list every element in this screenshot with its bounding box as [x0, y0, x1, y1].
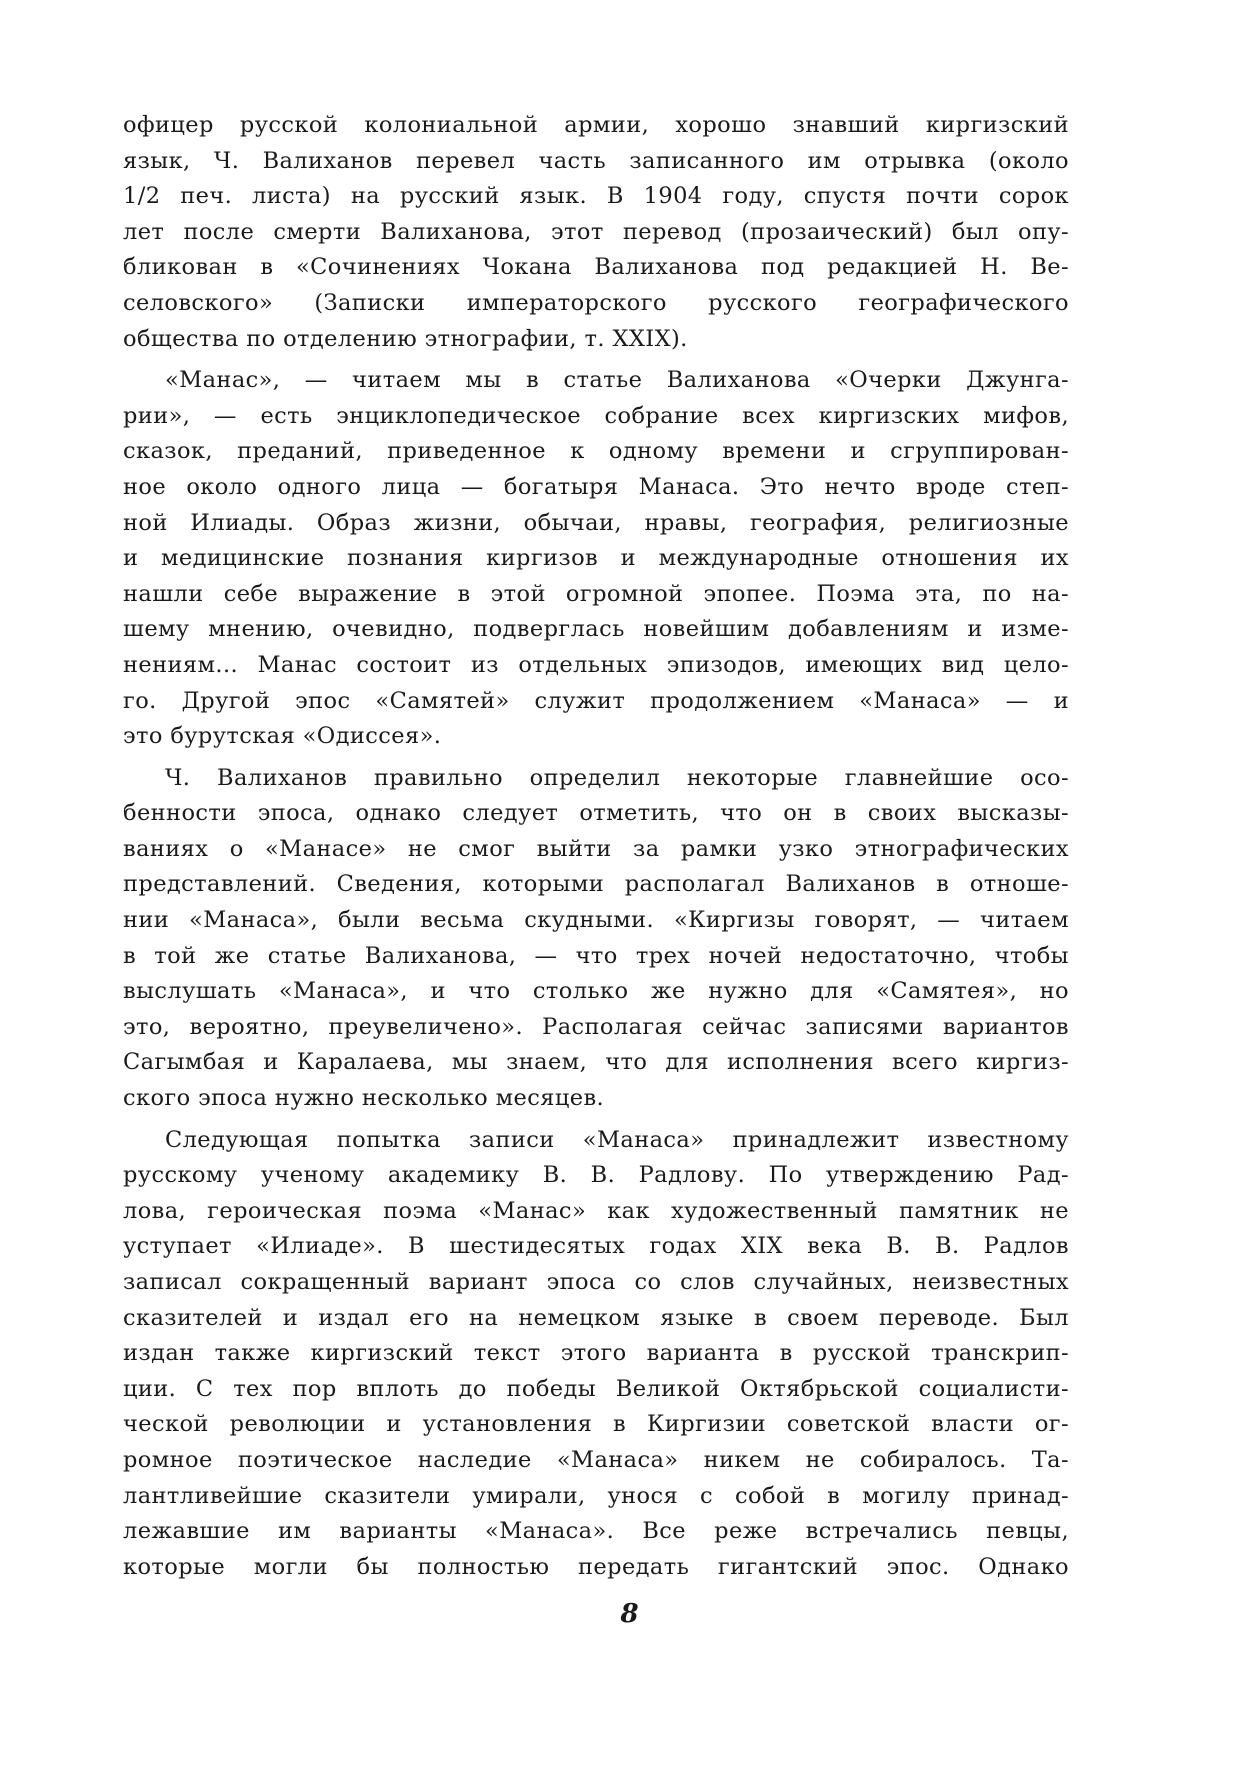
text-line: язык, Ч. Валиханов перевел часть записанного им отрывка (около [123, 147, 1069, 174]
text-line: ского эпоса нужно несколько месяцев. [123, 1085, 605, 1112]
text-line: нениям... Манас состоит из отдельных эпизодов, имеющих вид цело- [123, 651, 1069, 678]
text-line: выслушать «Манаса», и что столько же нужно для «Самятея», но [123, 978, 1069, 1005]
text-line: ции. С тех пор вплоть до победы Великой Октябрьской социалисти- [123, 1375, 1069, 1402]
text-line: сказителей и издал его на немецком языке в своем переводе. Был [123, 1304, 1069, 1331]
text-line: Сагымбая и Каралаева, мы знаем, что для исполнения всего киргиз- [123, 1049, 1069, 1076]
text-line: рии», — есть энциклопедическое собрание всех киргизских мифов, [123, 402, 1069, 429]
text-line: ваниях о «Манасе» не смог выйти за рамки узко этнографических [123, 835, 1069, 862]
text-line: записал сокращенный вариант эпоса со слов случайных, неизвестных [123, 1269, 1069, 1295]
text-line: русскому ученому академику В. В. Радлову. По утверждению Рад- [123, 1162, 1069, 1189]
text-line: нашли себе выражение в этой огромной эпопее. Поэма эта, по на- [123, 580, 1069, 607]
text-line: бенности эпоса, однако следует отметить, что он в своих высказы- [123, 800, 1069, 827]
text-line: это бурутская «Одиссея». [123, 723, 442, 750]
text-line: го. Другой эпос «Самятей» служит продолжением «Манаса» — и [123, 687, 1069, 714]
text-line: лова, героическая поэма «Манас» как художественный памятник не [123, 1197, 1069, 1224]
text-line: нии «Манаса», были весьма скудными. «Киргизы говорят, — читаем [123, 907, 1069, 934]
text-line: которые могли бы полностью передать гигантский эпос. Однако [123, 1553, 1069, 1580]
text-line: общества по отделению этнографии, т. XXIX). [123, 325, 688, 352]
text-line: представлений. Сведения, которыми располагал Валиханов в отноше- [123, 871, 1069, 898]
text-line: лантливейшие сказители умирали, унося с собой в могилу принад- [123, 1482, 1069, 1509]
text-line: селовского» (Записки императорского русского географического [123, 289, 1069, 316]
text-line: это, вероятно, преувеличено». Располагая сейчас записями вариантов [123, 1013, 1069, 1040]
paragraph [123, 1123, 1069, 1586]
paragraph [123, 108, 1069, 357]
text-line: ческой революции и установления в Киргизии советской власти ог- [123, 1411, 1069, 1438]
body-text [123, 108, 1069, 1585]
paragraph [123, 363, 1069, 755]
text-line: офицер русской колониальной армии, хорошо знавший киргизский [123, 112, 1069, 138]
text-line: лежавшие им варианты «Манаса». Все реже встречались певцы, [123, 1518, 1069, 1545]
text-line: 1/2 печ. листа) на русский язык. В 1904 году, спустя почти сорок [123, 183, 1069, 210]
text-line: в той же статье Валиханова, — что трех ночей недостаточно, чтобы [123, 942, 1069, 969]
text-line: шему мнению, очевидно, подверглась новейшим добавлениям и изме- [123, 616, 1069, 643]
text-line: сказок, преданий, приведенное к одному времени и сгруппирован- [123, 438, 1069, 465]
text-line: ромное поэтическое наследие «Манаса» никем не собиралось. Та- [123, 1446, 1069, 1473]
text-line: уступает «Илиаде». В шестидесятых годах XIX века В. В. Радлов [123, 1233, 1069, 1260]
text-line: Следующая попытка записи «Манаса» принадлежит известному [165, 1126, 1069, 1153]
page-number: 8 [620, 1599, 639, 1629]
text-line: и медицинские познания киргизов и международные отношения их [123, 545, 1069, 572]
text-line: Ч. Валиханов правильно определил некоторые главнейшие осо- [165, 764, 1069, 791]
paragraph [123, 761, 1069, 1117]
text-line: «Манас», — читаем мы в статье Валиханова «Очерки Джунга- [165, 367, 1069, 394]
text-line: ное около одного лица — богатыря Манаса. Это нечто вроде степ- [123, 473, 1069, 500]
text-line: ной Илиады. Образ жизни, обычаи, нравы, география, религиозные [123, 509, 1069, 536]
text-line: бликован в «Сочинениях Чокана Валиханова под редакцией Н. Ве- [123, 254, 1069, 281]
text-line: издан также киргизский текст этого варианта в русской транскрип- [123, 1340, 1069, 1367]
text-line: лет после смерти Валиханова, этот перевод (прозаический) был опу- [123, 218, 1069, 245]
